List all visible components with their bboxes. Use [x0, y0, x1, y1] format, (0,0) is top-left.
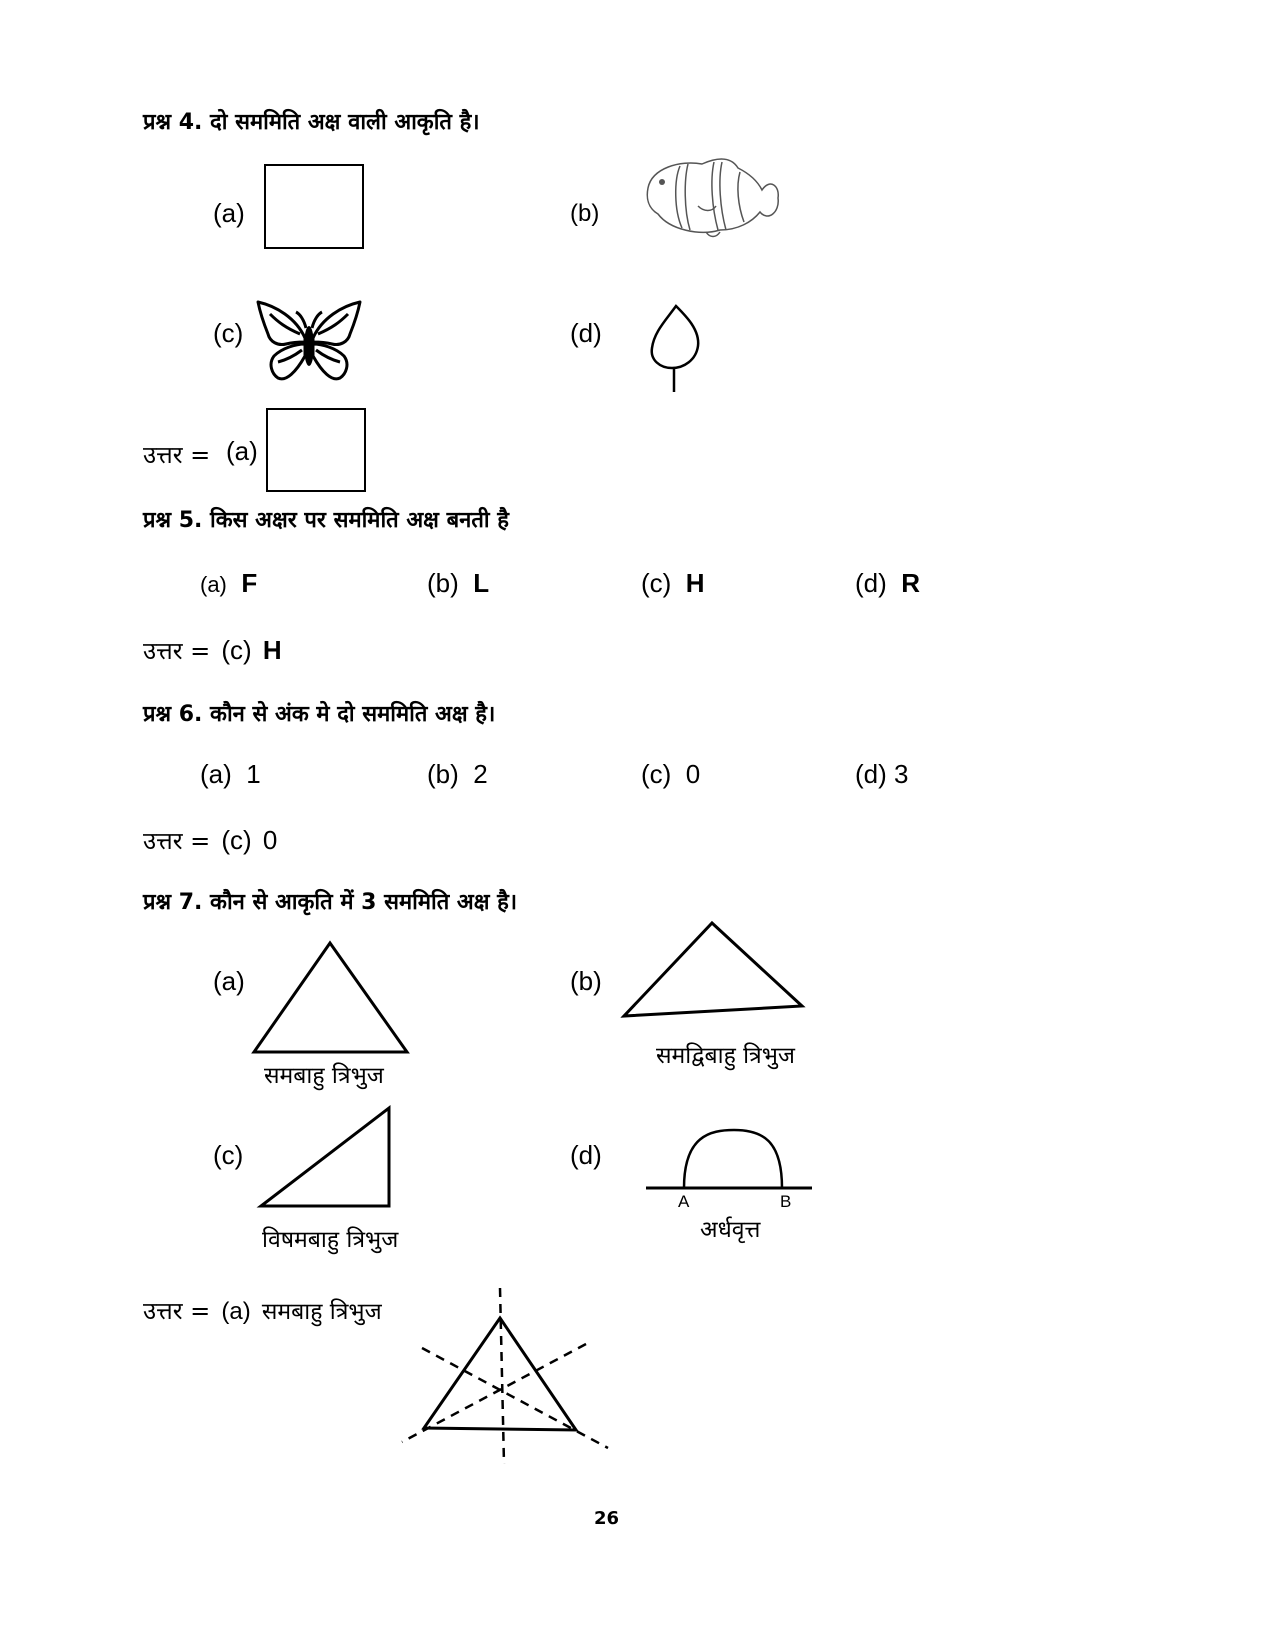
q5-option-d — [855, 568, 920, 599]
q6-option-d-label: (d) — [855, 759, 887, 789]
q4-option-d-label: (d) — [570, 318, 602, 348]
q5-option-a-value: F — [241, 568, 258, 598]
q7-answer — [143, 1294, 382, 1327]
q7-option-d-label: (d) — [570, 1140, 602, 1170]
q6-option-a-label: (a) — [200, 759, 232, 789]
square-icon — [264, 164, 364, 249]
q6-answer-label: (c) — [221, 825, 252, 855]
q4-answer-label: (a) — [226, 436, 258, 466]
fish-icon — [640, 150, 785, 240]
q7-option-b-label: (b) — [570, 966, 602, 996]
q7-question: प्रश्न 7. कौन से आकृति में 3 सममिति अक्ष है। — [143, 890, 518, 915]
q4-answer-prefix: उत्तर = — [143, 441, 211, 469]
butterfly-icon — [256, 298, 362, 382]
semicircle-point-a: A — [678, 1192, 690, 1211]
page-number: 26 — [594, 1508, 620, 1529]
isosceles-triangle-icon — [618, 918, 810, 1022]
q6-option-b — [427, 759, 488, 790]
q7-option-c-label: (c) — [213, 1140, 244, 1170]
q7-answer-label: (a) — [221, 1298, 251, 1325]
q5-option-c-value: H — [685, 568, 705, 598]
semicircle-point-b: B — [780, 1192, 792, 1211]
q5-option-c-label: (c) — [641, 568, 672, 598]
q7-caption-d: अर्धवृत्त — [700, 1217, 761, 1243]
q4-option-c-label: (c) — [213, 318, 244, 348]
q6-option-c — [641, 759, 700, 790]
q5-option-a — [200, 568, 257, 599]
q6-option-a-value: 1 — [246, 759, 261, 789]
q6-answer-value: 0 — [262, 825, 278, 855]
q5-option-a-label: (a) — [200, 572, 227, 597]
q5-answer-prefix: उत्तर = — [143, 637, 211, 665]
q6-answer — [143, 824, 277, 857]
q5-question: प्रश्न 5. किस अक्षर पर सममिति अक्ष बनती है — [143, 508, 509, 533]
q5-option-b — [427, 568, 489, 599]
q7-answer-prefix: उत्तर = — [143, 1297, 211, 1325]
q5-option-d-value: R — [901, 568, 921, 598]
q7-caption-a: समबाहु त्रिभुज — [264, 1063, 384, 1089]
q5-answer — [143, 634, 282, 667]
leaf-icon — [646, 302, 704, 394]
semicircle-icon — [644, 1126, 814, 1196]
scalene-triangle-icon — [256, 1104, 396, 1212]
q6-option-d — [855, 759, 908, 790]
q7-caption-b: समद्विबाहु त्रिभुज — [656, 1043, 795, 1069]
q6-question: प्रश्न 6. कौन से अंक मे दो सममिति अक्ष है। — [143, 702, 496, 727]
q6-option-c-value: 0 — [685, 759, 701, 789]
q6-answer-prefix: उत्तर = — [143, 827, 211, 855]
q7-caption-c: विषमबाहु त्रिभुज — [262, 1227, 399, 1253]
q4-option-a-label: (a) — [213, 198, 245, 228]
q7-option-a-label: (a) — [213, 966, 245, 996]
q5-option-d-label: (d) — [855, 568, 887, 598]
q5-answer-value: H — [262, 635, 282, 665]
equilateral-triangle-icon — [250, 938, 412, 1058]
q4-option-b-label: (b) — [570, 200, 600, 227]
q7-answer-value: समबाहु त्रिभुज — [261, 1299, 382, 1325]
q4-question: प्रश्न 4. दो सममिति अक्ष वाली आकृति है। — [143, 110, 480, 135]
q5-option-c — [641, 568, 705, 599]
q6-option-d-value: 3 — [894, 759, 909, 789]
q6-option-b-value: 2 — [473, 759, 488, 789]
answer-square-icon — [266, 408, 366, 492]
triangle-symmetry-axes-icon — [400, 1286, 612, 1466]
q6-option-c-label: (c) — [641, 759, 672, 789]
q5-answer-label: (c) — [221, 635, 252, 665]
q6-option-a — [200, 759, 261, 790]
q5-option-b-value: L — [473, 568, 490, 598]
q6-option-b-label: (b) — [427, 759, 459, 789]
q5-option-b-label: (b) — [427, 568, 459, 598]
